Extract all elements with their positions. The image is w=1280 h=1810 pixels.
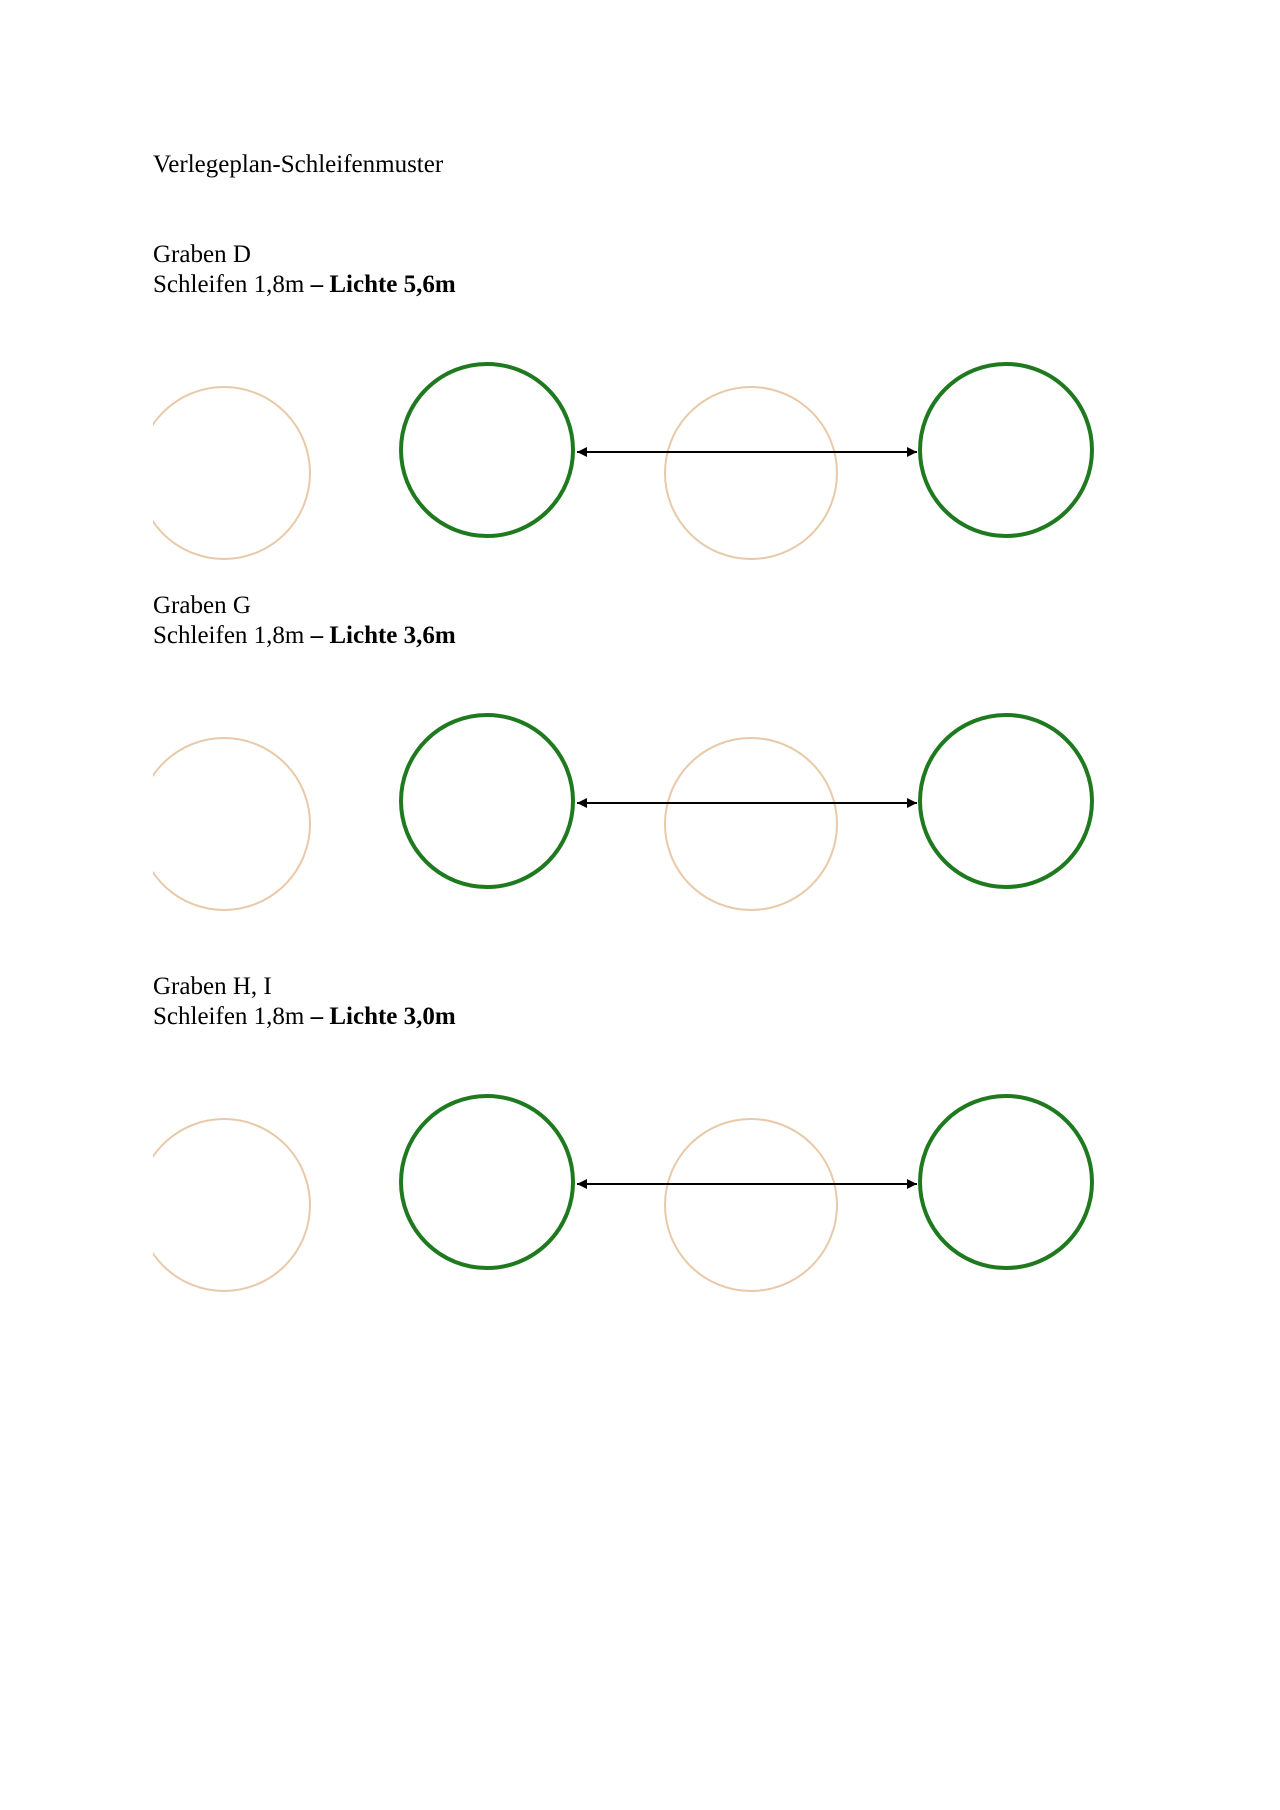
schleifen-label: Schleifen 1,8m [153, 271, 305, 298]
green-loop-left [401, 1096, 573, 1268]
green-loop-left [401, 715, 573, 887]
lichte-label: Lichte 3,0m [329, 1003, 456, 1030]
section-name: Graben G [153, 592, 251, 619]
faint-loop-left [138, 387, 310, 559]
loop-diagram-graben-d [0, 345, 1280, 565]
schleifen-label: Schleifen 1,8m [153, 622, 305, 649]
faint-loop-left [138, 1119, 310, 1291]
faint-loop-middle [665, 738, 837, 910]
faint-loop-middle [665, 387, 837, 559]
lichte-label: Lichte 5,6m [329, 271, 456, 298]
section-heading-graben-d [153, 240, 456, 300]
section-spec [153, 1002, 456, 1032]
faint-loop-left [138, 738, 310, 910]
loop-diagram-graben-h-i [0, 1077, 1280, 1297]
section-heading-graben-g [153, 591, 456, 651]
green-loop-right [920, 715, 1092, 887]
separator: – [304, 622, 330, 649]
section-name: Graben H, I [153, 973, 272, 1000]
section-spec [153, 621, 456, 651]
green-loop-right [920, 364, 1092, 536]
schleifen-label: Schleifen 1,8m [153, 1003, 305, 1030]
loop-diagram-graben-g [0, 696, 1280, 916]
faint-loop-middle [665, 1119, 837, 1291]
separator: – [304, 1003, 330, 1030]
section-spec [153, 270, 456, 300]
green-loop-right [920, 1096, 1092, 1268]
section-heading-graben-h-i [153, 972, 456, 1032]
separator: – [304, 271, 330, 298]
green-loop-left [401, 364, 573, 536]
lichte-label: Lichte 3,6m [329, 622, 456, 649]
page-title: Verlegeplan-Schleifenmuster [153, 151, 444, 178]
section-name: Graben D [153, 241, 251, 268]
